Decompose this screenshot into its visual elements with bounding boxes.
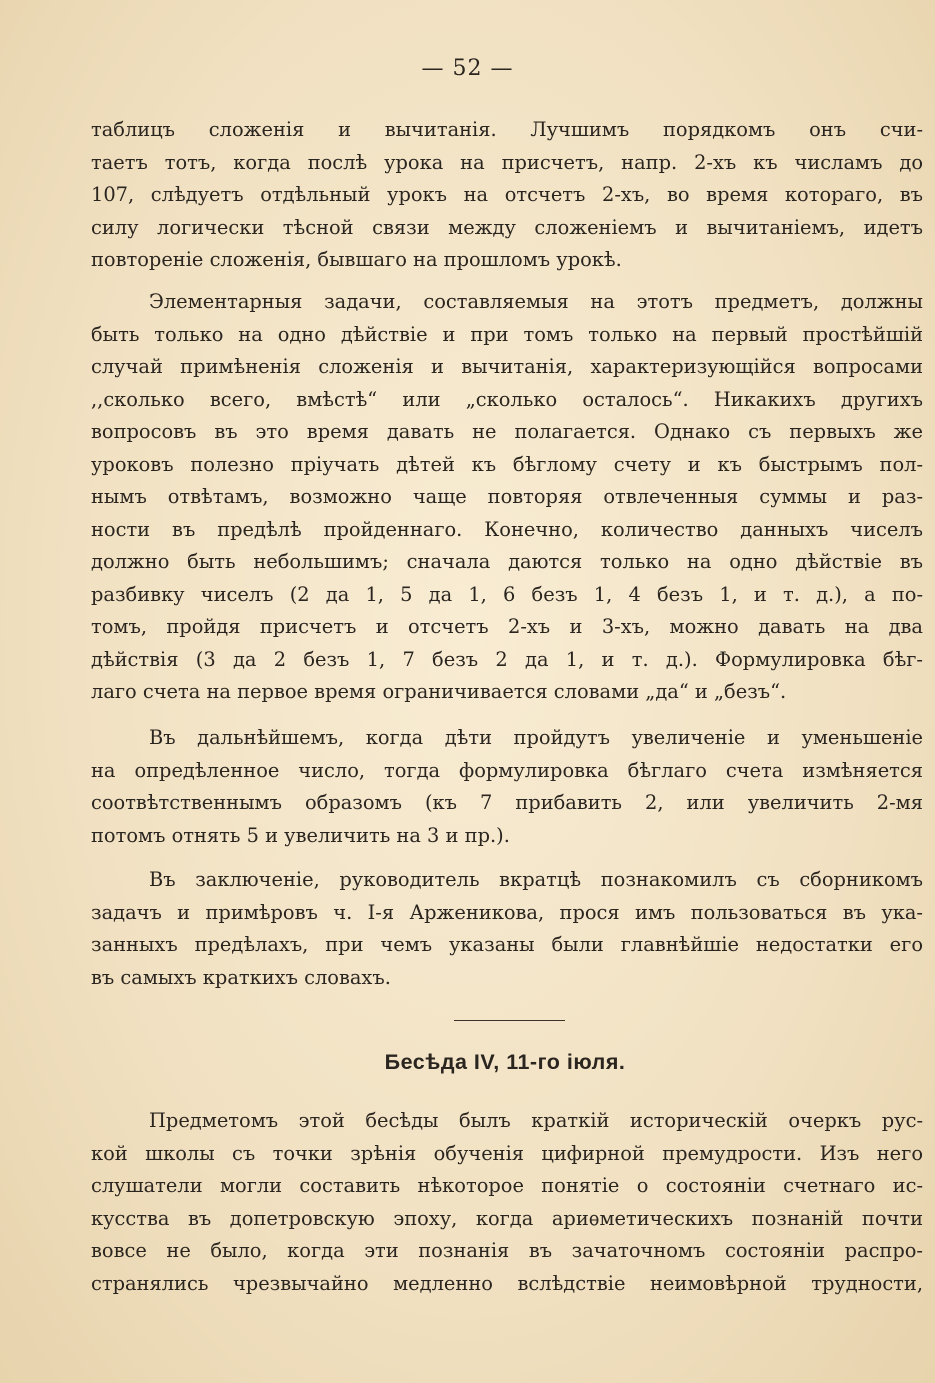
text-line: на опредѣленное число, тогда формулировка бѣглаго счета измѣняется <box>91 758 923 782</box>
paragraph <box>91 722 923 852</box>
paragraph <box>91 864 923 994</box>
text-line: должно быть небольшимъ; сначала даются только на одно дѣйствіе въ <box>91 550 923 573</box>
text-line: случай примѣненія сложенія и вычитанія, характеризующійся вопросами <box>91 355 923 378</box>
section-heading: Бесѣда IV, 11-го іюля. <box>384 1050 626 1074</box>
text-line: 107, слѣдуетъ отдѣльный урокъ на отсчетъ 2-хъ, во время котораго, въ <box>91 183 923 206</box>
text-line: Элементарныя задачи, составляемыя на этотъ предметъ, должны <box>149 290 923 313</box>
text-line: ности въ предѣлѣ пройденнаго. Конечно, количество данныхъ чиселъ <box>91 517 923 541</box>
text-line: Въ заключеніе, руководитель вкратцѣ познакомилъ съ сборникомъ <box>149 868 923 891</box>
text-line: повтореніе сложенія, бывшаго на прошломъ урокѣ. <box>91 248 622 271</box>
text-line: кой школы съ точки зрѣнія обученія цифирной премудрости. Изъ него <box>91 1141 923 1165</box>
text-line: силу логически тѣсной связи между сложеніемъ и вычитаніемъ, идетъ <box>91 215 923 239</box>
text-line: дѣйствія (3 да 2 безъ 1, 7 безъ 2 да 1, и т. д.). Формулировка бѣг- <box>91 647 923 671</box>
text-line: вовсе не было, когда эти познанія въ зачаточномъ состояніи распро- <box>91 1239 923 1262</box>
text-line: томъ, пройдя присчетъ и отсчетъ 2-хъ и 3-хъ, можно давать на два <box>91 615 923 638</box>
text-line: соотвѣтственнымъ образомъ (къ 7 прибавить 2, или увеличить 2-мя <box>91 791 923 814</box>
text-line: кусства въ допетровскую эпоху, когда ариѳметическихъ познаній почти <box>91 1206 923 1230</box>
paragraph <box>91 1105 923 1300</box>
text-line: Въ дальнѣйшемъ, когда дѣти пройдутъ увеличеніе и уменьшеніе <box>149 726 923 749</box>
text-line: разбивку чиселъ (2 да 1, 5 да 1, 6 безъ 1, 4 безъ 1, и т. д.), а по- <box>91 582 923 606</box>
text-line: занныхъ предѣлахъ, при чемъ указаны были главнѣйшіе недостатки его <box>91 933 923 956</box>
text-line: быть только на одно дѣйствіе и при томъ только на первый простѣйшій <box>91 322 923 346</box>
text-line: ,,сколько всего, вмѣстѣ“ или „сколько осталось“. Никакихъ другихъ <box>91 387 923 411</box>
text-line: таблицъ сложенія и вычитанія. Лучшимъ порядкомъ онъ счи- <box>91 118 923 141</box>
text-line: вопросовъ въ это время давать не полагается. Однако съ первыхъ же <box>91 420 923 443</box>
page-number: — 52 — <box>421 56 514 81</box>
paragraph <box>91 114 923 277</box>
text-line: слушатели могли составить нѣкоторое понятіе о состояніи счетнаго ис- <box>91 1174 923 1197</box>
text-line: нымъ отвѣтамъ, возможно чаще повторяя отвлеченныя суммы и раз- <box>91 485 923 508</box>
text-line: таетъ тотъ, когда послѣ урока на присчетъ, напр. 2-хъ къ числамъ до <box>91 150 923 174</box>
text-line: странялись чрезвычайно медленно вслѣдствіе неимовѣрной трудности, <box>91 1271 923 1295</box>
text-line: уроковъ полезно пріучать дѣтей къ бѣглому счету и къ быстрымъ пол- <box>91 452 923 476</box>
text-line: задачъ и примѣровъ ч. І-я Арженикова, прося имъ пользоваться въ ука- <box>91 900 923 924</box>
text-line: потомъ отнять 5 и увеличить на 3 и пр.). <box>91 823 510 847</box>
paragraph <box>91 286 923 709</box>
text-line: въ самыхъ краткихъ словахъ. <box>91 965 391 989</box>
text-line: лаго счета на первое время ограничивается словами „да“ и „безъ“. <box>91 680 787 703</box>
section-divider <box>454 1020 565 1021</box>
text-line: Предметомъ этой бесѣды былъ краткій историческій очеркъ рус- <box>149 1109 923 1132</box>
